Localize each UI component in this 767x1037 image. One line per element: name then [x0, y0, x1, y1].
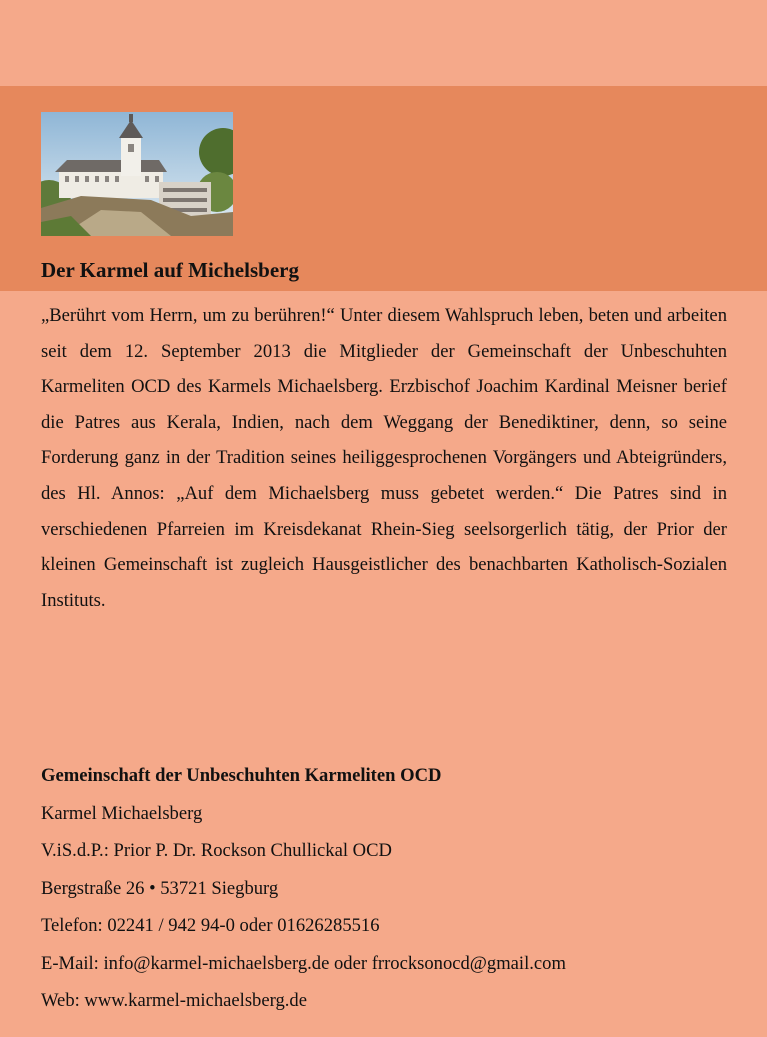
contact-organization: Gemeinschaft der Unbeschuhten Karmeliten OCD [41, 765, 442, 786]
contact-address: Bergstraße 26 • 53721 Siegburg [41, 877, 279, 899]
page-title: Der Karmel auf Michelsberg [41, 258, 299, 282]
building-photo [41, 112, 233, 236]
contact-web: Web: www.karmel-michaelsberg.de [41, 990, 307, 1011]
contact-name: Karmel Michaelsberg [41, 802, 203, 824]
contact-block [41, 757, 741, 1020]
contact-email: E-Mail: info@karmel-michaelsberg.de oder frrocksonocd@gmail.com [41, 952, 566, 974]
contact-phone: Telefon: 02241 / 942 94-0 oder 01626285516 [41, 915, 380, 936]
abbey-illustration [41, 112, 233, 236]
contact-responsible: V.iS.d.P.: Prior P. Dr. Rockson Chullickal OCD [41, 840, 392, 861]
intro-paragraph: „Berührt vom Herrn, um zu berühren!“ Unter diesem Wahlspruch leben, beten und arbeiten seit dem 12. September 2013 die Mitglieder der Gemeinschaft der Unbeschuhten Karmeliten OCD des Karmels Michaelsberg. Erzbischof Joachim Kardinal Meisner berief die Patres aus Kerala, Indien, nach dem Weggang der Benediktiner, denn, so seine Forderung ganz in der Tradition seines heiliggesprochenen Vorgängers und Abteigründers, des Hl. Annos: „Auf dem Michaelsberg muss gebetet werden.“ Die Patres sind in verschiedenen Pfarreien im Kreisdekanat Rhein-Sieg seelsorgerlich tätig, der Prior der kleinen Gemeinschaft ist zugleich Hausgeistlicher des benachbarten Katholisch-Sozialen Instituts. [41, 305, 727, 611]
